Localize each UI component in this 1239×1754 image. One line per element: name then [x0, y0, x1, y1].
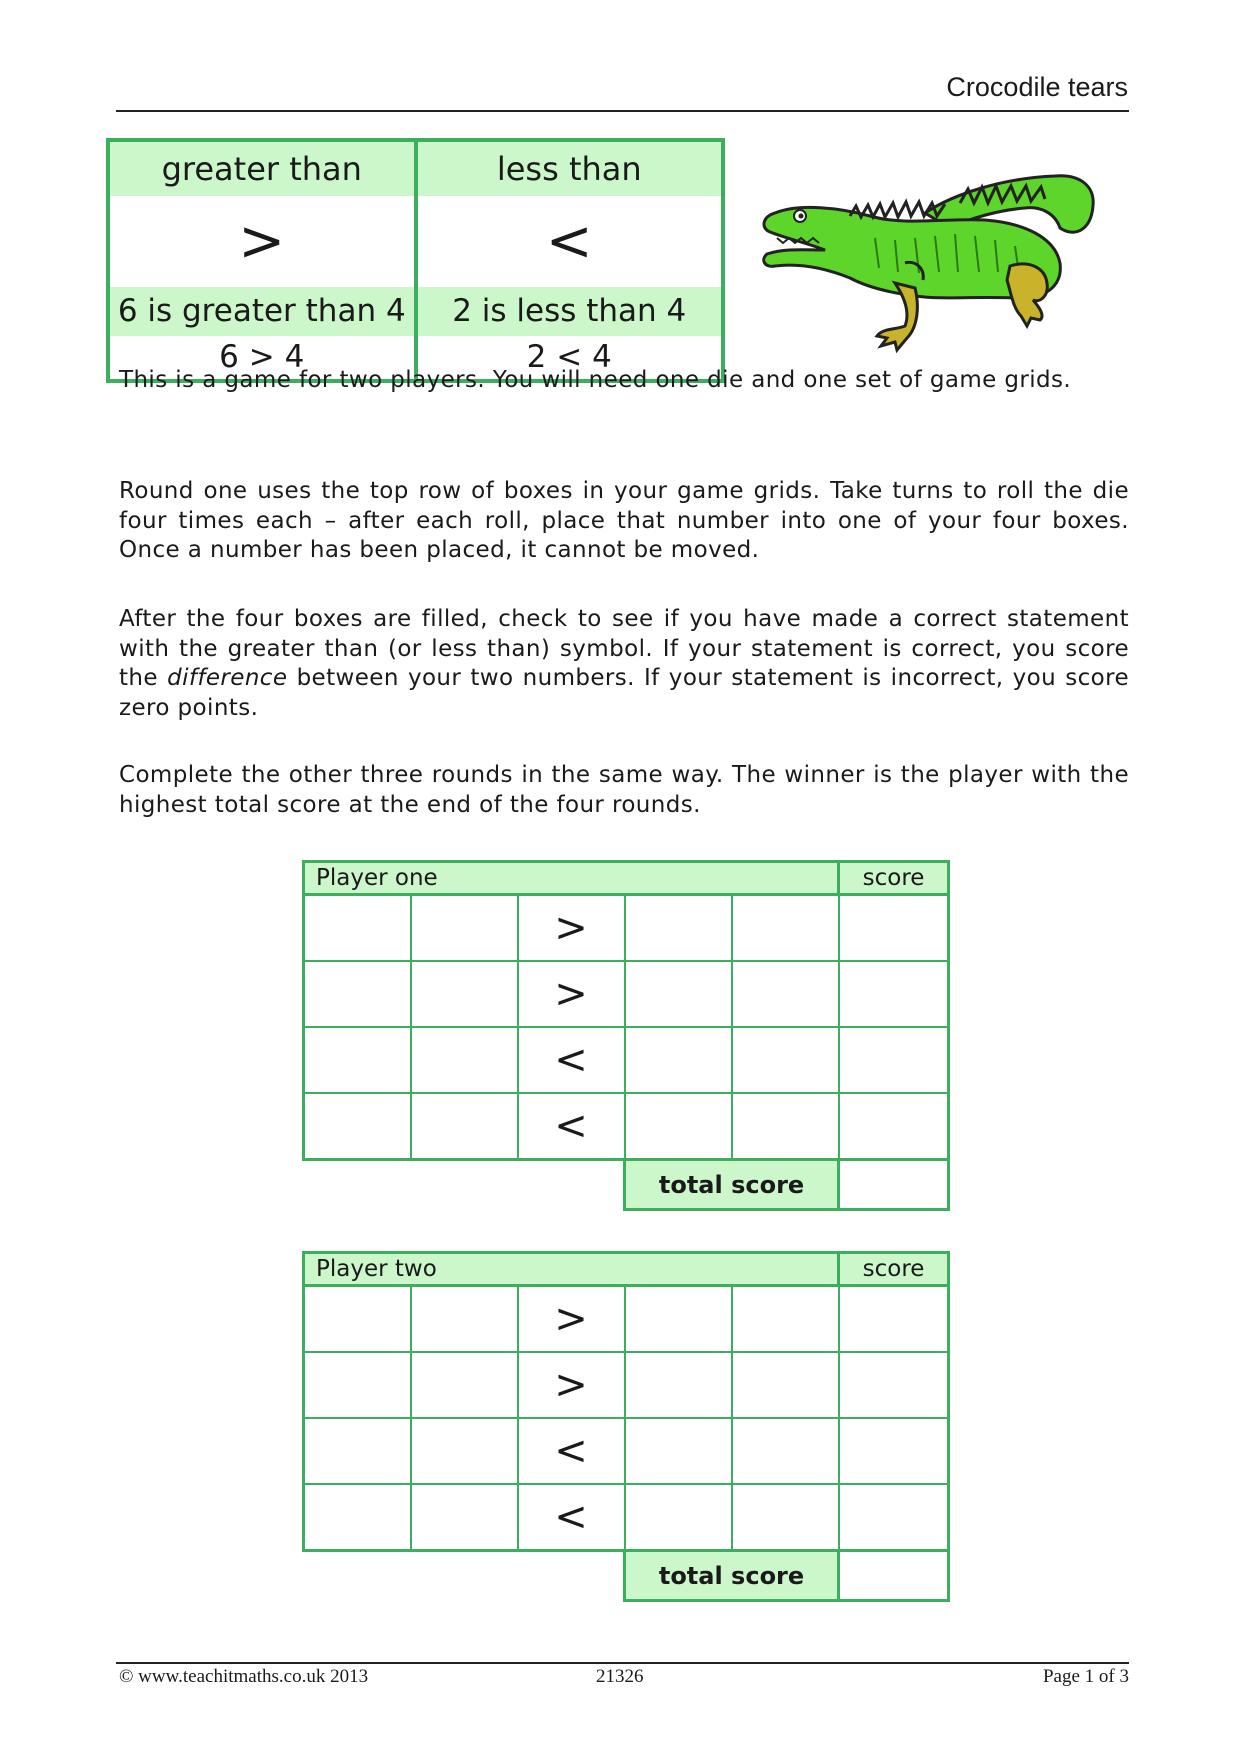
number-box[interactable]: [732, 1286, 839, 1353]
greater-than-symbolic-example: 6 > 4: [108, 336, 416, 381]
number-box[interactable]: [411, 1093, 518, 1160]
number-box[interactable]: [411, 961, 518, 1027]
score-box[interactable]: [839, 961, 949, 1027]
total-score-label: total score: [625, 1160, 839, 1210]
page-title: Crocodile tears: [946, 72, 1128, 102]
number-box[interactable]: [625, 1484, 732, 1551]
score-box[interactable]: [839, 895, 949, 962]
number-box[interactable]: [732, 1093, 839, 1160]
number-box[interactable]: [411, 1418, 518, 1484]
score-box[interactable]: [839, 1484, 949, 1551]
player-two-label: Player two: [304, 1253, 839, 1286]
difference-emphasis: difference: [167, 665, 288, 691]
number-box[interactable]: [304, 1352, 411, 1418]
total-score-box[interactable]: [839, 1160, 949, 1210]
score-box[interactable]: [839, 1352, 949, 1418]
greater-than-example: 6 is greater than 4: [108, 287, 416, 335]
number-box[interactable]: [304, 895, 411, 962]
less-than-symbol: <: [416, 196, 724, 287]
player-one-grid: [302, 860, 950, 1211]
number-box[interactable]: [625, 961, 732, 1027]
footer-resource-code: 21326: [596, 1666, 644, 1687]
number-box[interactable]: [732, 961, 839, 1027]
operator-cell: <: [518, 1093, 625, 1160]
number-box[interactable]: [411, 895, 518, 962]
instruction-paragraph-4: Complete the other three rounds in the same way. The winner is the player with the highest total score at the end of the four rounds.: [119, 762, 1129, 818]
number-box[interactable]: [411, 1286, 518, 1353]
instruction-paragraph-3-end: between your two numbers. If your statement is incorrect, you score zero points.: [119, 665, 1130, 721]
number-box[interactable]: [625, 1286, 732, 1353]
number-box[interactable]: [411, 1484, 518, 1551]
number-box[interactable]: [625, 1352, 732, 1418]
symbol-definition-table: [106, 138, 725, 383]
number-box[interactable]: [411, 1352, 518, 1418]
number-box[interactable]: [625, 895, 732, 962]
total-score-box[interactable]: [839, 1551, 949, 1601]
player-one-label: Player one: [304, 862, 839, 895]
score-box[interactable]: [839, 1418, 949, 1484]
score-header: score: [839, 862, 949, 895]
player-two-grid: [302, 1251, 950, 1602]
number-box[interactable]: [411, 1027, 518, 1093]
footer-page-number: Page 1 of 3: [1042, 1666, 1129, 1687]
footer-divider: [116, 1662, 1129, 1664]
number-box[interactable]: [732, 1418, 839, 1484]
number-box[interactable]: [625, 1093, 732, 1160]
instruction-paragraph-1: This is a game for two players. You will need one die and one set of game grids.: [119, 367, 1072, 393]
number-box[interactable]: [732, 1027, 839, 1093]
operator-cell: <: [518, 1418, 625, 1484]
greater-than-heading: greater than: [108, 140, 416, 196]
number-box[interactable]: [304, 961, 411, 1027]
instruction-paragraph-3-start: After the four boxes are filled, check to see if you have made a correct statement with the greater than (or less than) symbol. If your statement is correct, you score the: [119, 606, 1129, 691]
number-box[interactable]: [304, 1027, 411, 1093]
greater-than-symbol: >: [108, 196, 416, 287]
operator-cell: >: [518, 1352, 625, 1418]
score-header: score: [839, 1253, 949, 1286]
number-box[interactable]: [625, 1027, 732, 1093]
operator-cell: >: [518, 895, 625, 962]
number-box[interactable]: [732, 1352, 839, 1418]
operator-cell: >: [518, 1286, 625, 1353]
instruction-paragraph-2: Round one uses the top row of boxes in your game grids. Take turns to roll the die four times each – after each roll, place that number into one of your four boxes. Once a number has been placed, it cannot be moved.: [119, 478, 1129, 563]
operator-cell: >: [518, 961, 625, 1027]
less-than-heading: less than: [416, 140, 724, 196]
footer-copyright: © www.teachitmaths.co.uk 2013: [119, 1666, 369, 1687]
less-than-example: 2 is less than 4: [416, 287, 724, 335]
instruction-paragraph-3: [119, 605, 1129, 723]
number-box[interactable]: [304, 1093, 411, 1160]
number-box[interactable]: [732, 1484, 839, 1551]
number-box[interactable]: [304, 1484, 411, 1551]
number-box[interactable]: [304, 1286, 411, 1353]
score-box[interactable]: [839, 1286, 949, 1353]
number-box[interactable]: [625, 1418, 732, 1484]
header-divider: [116, 110, 1129, 112]
score-box[interactable]: [839, 1027, 949, 1093]
less-than-symbolic-example: 2 < 4: [416, 336, 724, 381]
operator-cell: <: [518, 1027, 625, 1093]
total-score-label: total score: [625, 1551, 839, 1601]
operator-cell: <: [518, 1484, 625, 1551]
number-box[interactable]: [732, 895, 839, 962]
score-box[interactable]: [839, 1093, 949, 1160]
number-box[interactable]: [304, 1418, 411, 1484]
crocodile-icon: [755, 168, 1105, 358]
